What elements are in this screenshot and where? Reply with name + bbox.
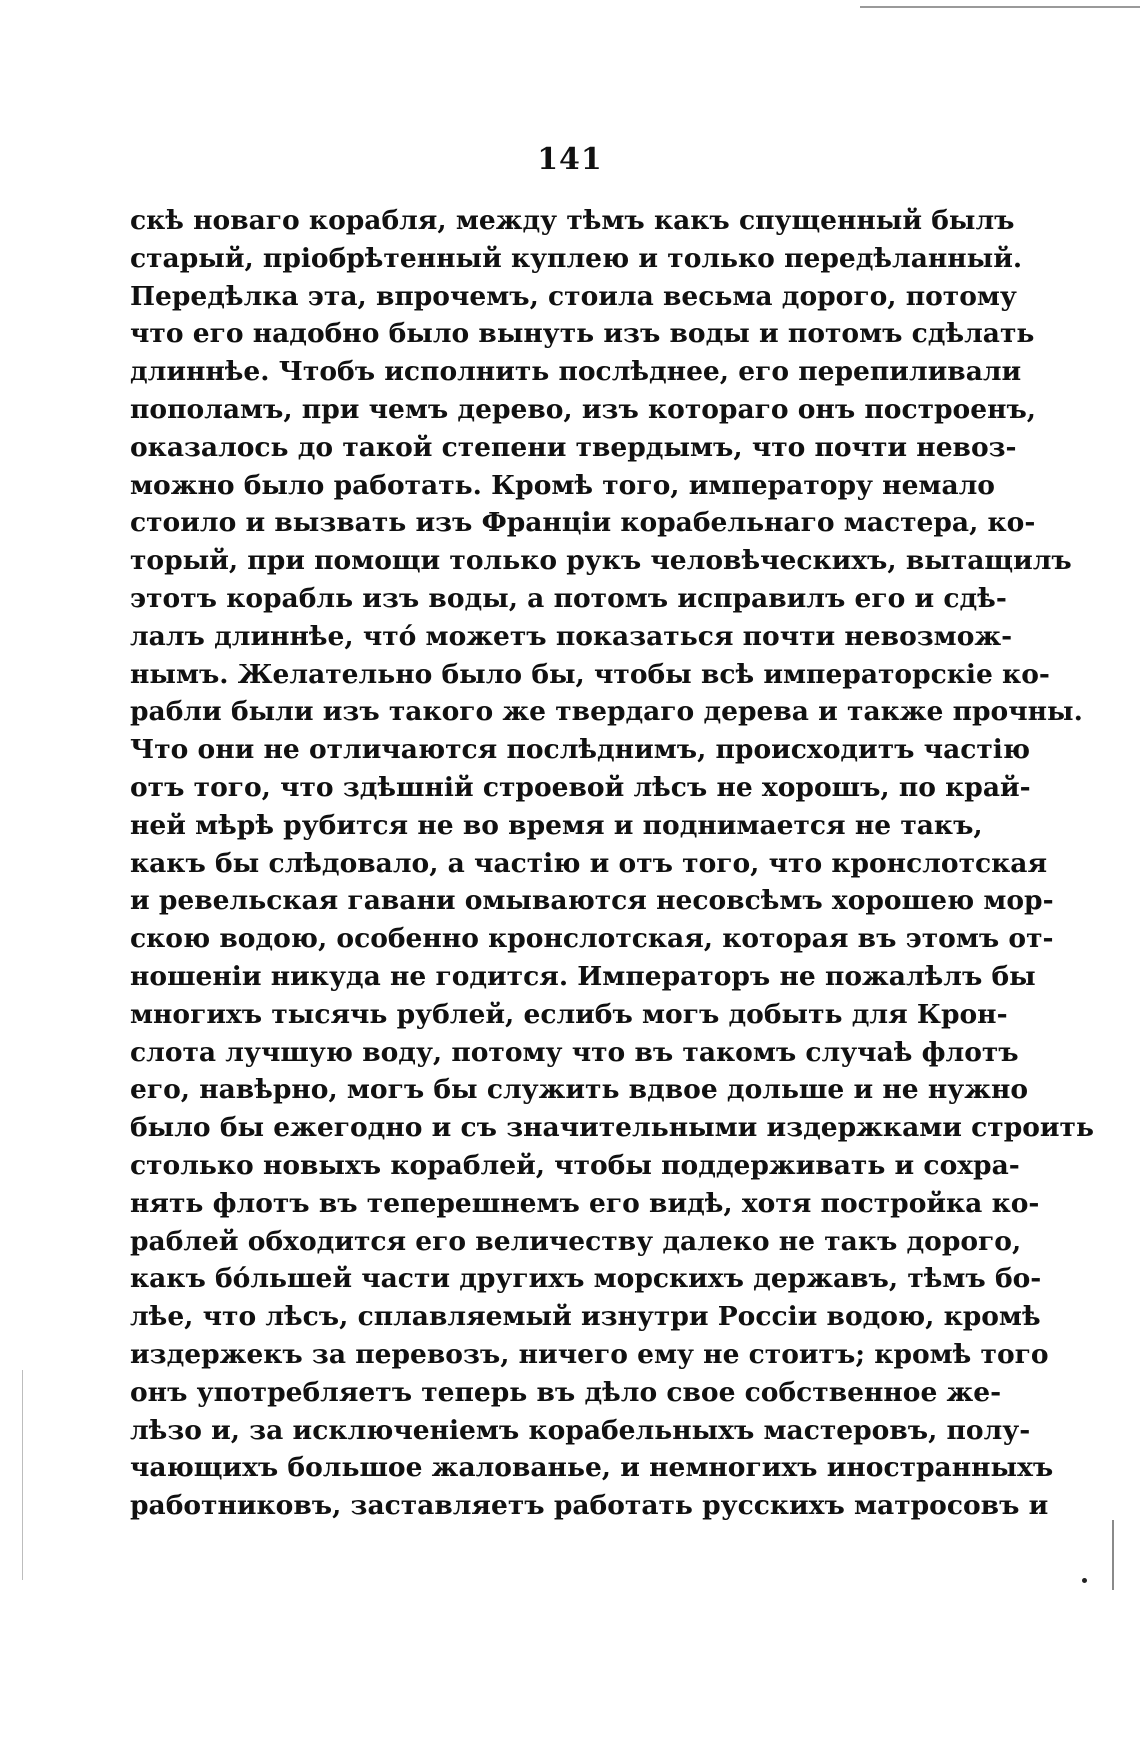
text-line: нымъ. Желательно было бы, чтобы всѣ императорскіе ко-	[130, 658, 1050, 690]
text-line: нять флотъ въ теперешнемъ его видѣ, хотя постройка ко-	[130, 1187, 1040, 1219]
text-line: столько новыхъ кораблей, чтобы поддерживать и сохра-	[130, 1149, 1020, 1181]
text-line: можно было работать. Кромѣ того, императору немало	[130, 469, 995, 501]
top-edge-rule	[860, 6, 1140, 8]
text-line: пополамъ, при чемъ дерево, изъ котораго онъ построенъ,	[130, 393, 1037, 425]
body-text	[130, 202, 1094, 1525]
text-line: стоило и вызвать изъ Франціи корабельнаго мастера, ко-	[130, 507, 1036, 539]
text-line: оказалось до такой степени твердымъ, что почти невоз-	[130, 431, 1017, 463]
text-line: чающихъ большое жалованье, и немногихъ иностранныхъ	[130, 1452, 1054, 1484]
ink-dot	[1082, 1578, 1087, 1583]
text-line: онъ употребляетъ теперь въ дѣло свое собственное же-	[130, 1376, 1002, 1408]
text-line: отъ того, что здѣшній строевой лѣсъ не хорошъ, по край-	[130, 771, 1031, 803]
text-line: и ревельская гавани омываются несовсѣмъ хорошею мор-	[130, 885, 1054, 917]
text-line: какъ бы слѣдовало, а частію и отъ того, что кронслотская	[130, 847, 1048, 879]
page-number: 141	[537, 142, 603, 177]
text-line: его, навѣрно, могъ бы служить вдвое дольше и не нужно	[130, 1074, 1029, 1106]
text-line: рабли были изъ такого же твердаго дерева и также прочны.	[130, 696, 1083, 728]
text-line: этотъ корабль изъ воды, а потомъ исправилъ его и сдѣ-	[130, 582, 1007, 614]
text-line: старый, пріобрѣтенный куплею и только передѣланный.	[130, 242, 1023, 274]
text-line: скѣ новаго корабля, между тѣмъ какъ спущенный былъ	[130, 205, 1015, 236]
text-line: что его надобно было вынуть изъ воды и потомъ сдѣлать	[130, 318, 1035, 350]
text-line: торый, при помощи только рукъ человѣческихъ, вытащилъ	[130, 545, 1072, 577]
text-line: работниковъ, заставляетъ работать русскихъ матросовъ и	[130, 1490, 1049, 1522]
right-margin-mark	[1112, 1520, 1114, 1590]
text-line: лалъ длиннѣе, чтó можетъ показаться почти невозмож-	[130, 620, 1013, 652]
text-line: ношеніи никуда не годится. Императоръ не пожалѣлъ бы	[130, 960, 1036, 992]
text-line: скою водою, особенно кронслотская, которая въ этомъ от-	[130, 923, 1054, 955]
left-margin-mark	[22, 1370, 23, 1580]
text-line: ней мѣрѣ рубится не во время и поднимается не такъ,	[130, 809, 983, 841]
text-line: многихъ тысячь рублей, еслибъ могъ добыть для Крон-	[130, 998, 1008, 1030]
text-line: длиннѣе. Чтобъ исполнить послѣднее, его перепиливали	[130, 356, 1022, 388]
text-line: какъ бóльшей части другихъ морскихъ державъ, тѣмъ бо-	[130, 1263, 1042, 1295]
text-line: лѣе, что лѣсъ, сплавляемый изнутри Россіи водою, кромѣ	[130, 1301, 1041, 1333]
text-line: раблей обходится его величеству далеко не такъ дорого,	[130, 1225, 1022, 1257]
text-line: лѣзо и, за исключеніемъ корабельныхъ мастеровъ, полу-	[130, 1414, 1031, 1446]
text-line: было бы ежегодно и съ значительными издержками строить	[130, 1112, 1094, 1144]
text-line: Что они не отличаются послѣднимъ, происходитъ частію	[130, 734, 1031, 766]
text-line: Передѣлка эта, впрочемъ, стоила весьма дорого, потому	[130, 280, 1017, 312]
text-line: издержекъ за перевозъ, ничего ему не стоитъ; кромѣ того	[130, 1338, 1049, 1370]
text-line: слота лучшую воду, потому что въ такомъ случаѣ флотъ	[130, 1036, 1019, 1068]
